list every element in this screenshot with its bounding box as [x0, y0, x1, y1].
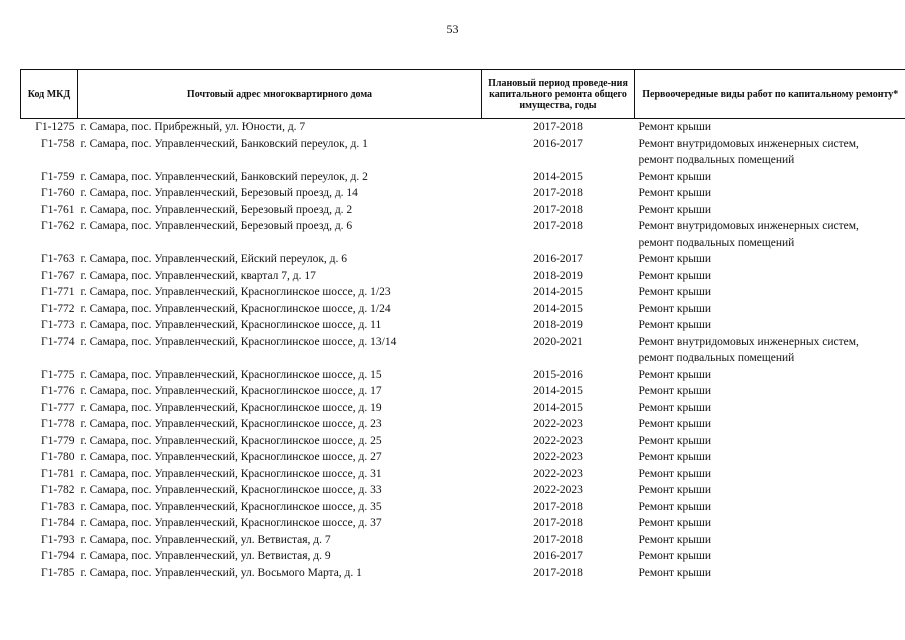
- table-row: [21, 515, 905, 532]
- row-works: [635, 433, 905, 450]
- table-row: [21, 334, 905, 367]
- row-period: 2018-2019: [533, 269, 583, 282]
- row-address: г. Самара, пос. Управленческий, Красноглинское шоссе, д. 17: [80, 385, 382, 397]
- table-row: [21, 532, 905, 549]
- row-period: 2017-2018: [533, 566, 583, 579]
- row-code: Г1-785: [41, 566, 75, 579]
- work-line: Ремонт крыши: [638, 170, 712, 183]
- row-works: [635, 185, 905, 202]
- row-code: Г1-773: [41, 319, 75, 331]
- row-address: г. Самара, пос. Управленческий, ул. Восьмого Марта, д. 1: [80, 566, 362, 579]
- work-line: ремонт подвальных помещений: [638, 352, 795, 364]
- work-line: Ремонт внутридомовых инженерных систем,: [638, 137, 859, 150]
- row-period: 2014-2015: [533, 170, 583, 183]
- row-address: г. Самара, пос. Управленческий, Красноглинское шоссе, д. 23: [80, 418, 382, 430]
- work-line: Ремонт крыши: [638, 467, 712, 480]
- row-code: Г1-782: [41, 484, 75, 496]
- table-row: [21, 383, 905, 400]
- work-line: ремонт подвальных помещений: [638, 236, 795, 249]
- row-address: г. Самара, пос. Управленческий, Красноглинское шоссе, д. 13/14: [80, 335, 397, 348]
- row-works: [635, 482, 905, 499]
- row-period: 2022-2023: [533, 484, 583, 496]
- row-period: 2015-2016: [533, 368, 583, 381]
- row-works: [635, 169, 905, 186]
- table-row: [21, 416, 905, 433]
- row-code: Г1-776: [41, 385, 75, 397]
- row-code: Г1-759: [41, 170, 75, 183]
- work-line: Ремонт крыши: [638, 451, 712, 463]
- row-code: Г1-758: [41, 137, 75, 150]
- row-period: 2022-2023: [533, 434, 583, 447]
- table-row: [21, 400, 905, 417]
- row-address: г. Самара, пос. Управленческий, Березовый проезд, д. 6: [80, 220, 353, 232]
- work-line: Ремонт внутридомовых инженерных систем,: [638, 220, 859, 232]
- work-line: Ремонт крыши: [638, 385, 712, 397]
- row-period: 2014-2015: [533, 401, 583, 414]
- row-address: г. Самара, пос. Прибрежный, ул. Юности, д. 7: [80, 121, 306, 133]
- row-code: Г1-780: [41, 451, 75, 463]
- row-address: г. Самара, пос. Управленческий, Красноглинское шоссе, д. 11: [80, 319, 382, 331]
- row-works: [635, 466, 905, 483]
- row-works: [635, 532, 905, 549]
- table-row: [21, 119, 905, 136]
- header-period: Плановый период проведе-ния капитального ремонта общего имущества, годы: [482, 70, 635, 119]
- row-period: 2016-2017: [533, 550, 583, 562]
- table-row: [21, 185, 905, 202]
- row-code: Г1-771: [41, 286, 75, 298]
- work-line: Ремонт крыши: [638, 401, 712, 414]
- row-period: 2017-2018: [533, 533, 583, 546]
- table-row: [21, 251, 905, 268]
- row-code: Г1-783: [41, 500, 75, 513]
- table-row: [21, 499, 905, 516]
- row-period: 2018-2019: [533, 319, 583, 331]
- row-works: [635, 251, 905, 268]
- row-period: 2016-2017: [533, 137, 583, 150]
- work-line: Ремонт крыши: [638, 269, 712, 282]
- table-row: [21, 433, 905, 450]
- row-works: [635, 301, 905, 318]
- table-row: [21, 317, 905, 334]
- work-line: Ремонт крыши: [638, 319, 712, 331]
- table-row: [21, 367, 905, 384]
- row-works: [635, 284, 905, 301]
- row-period: 2017-2018: [533, 121, 583, 133]
- row-period: 2017-2018: [533, 220, 583, 232]
- row-code: Г1-793: [41, 533, 75, 546]
- work-line: Ремонт крыши: [638, 253, 712, 265]
- row-code: Г1-761: [41, 203, 75, 216]
- work-line: ремонт подвальных помещений: [638, 154, 795, 166]
- work-line: Ремонт крыши: [638, 484, 712, 496]
- row-period: 2017-2018: [533, 187, 583, 199]
- row-period: 2020-2021: [533, 335, 583, 348]
- row-address: г. Самара, пос. Управленческий, Березовый проезд, д. 14: [80, 187, 358, 199]
- row-address: г. Самара, пос. Управленческий, Красноглинское шоссе, д. 37: [80, 517, 382, 529]
- row-address: г. Самара, пос. Управленческий, Красноглинское шоссе, д. 19: [80, 401, 382, 414]
- row-address: г. Самара, пос. Управленческий, Красноглинское шоссе, д. 15: [80, 368, 382, 381]
- row-code: Г1-767: [41, 269, 75, 282]
- work-line: Ремонт крыши: [638, 418, 712, 430]
- table-row: [21, 301, 905, 318]
- row-works: [635, 400, 905, 417]
- row-code: Г1-778: [41, 418, 75, 430]
- table-row: [21, 482, 905, 499]
- header-works: Первоочередные виды работ по капитальному ремонту*: [635, 70, 905, 119]
- row-code: Г1-794: [41, 550, 75, 562]
- work-line: Ремонт крыши: [638, 187, 712, 199]
- row-code: Г1-779: [41, 434, 75, 447]
- row-code: Г1-784: [41, 517, 75, 529]
- header-address: Почтовый адрес многоквартирного дома: [78, 70, 482, 119]
- row-code: Г1-775: [41, 368, 75, 381]
- row-works: [635, 548, 905, 565]
- table-row: [21, 449, 905, 466]
- row-period: 2017-2018: [533, 203, 583, 216]
- row-period: 2014-2015: [533, 302, 583, 315]
- table-row: [21, 466, 905, 483]
- row-period: 2014-2015: [533, 286, 583, 298]
- table-row: [21, 284, 905, 301]
- page-number: 53: [446, 22, 459, 36]
- row-works: [635, 416, 905, 433]
- row-address: г. Самара, пос. Управленческий, ул. Ветвистая, д. 9: [80, 550, 331, 562]
- row-period: 2022-2023: [533, 451, 583, 463]
- row-address: г. Самара, пос. Управленческий, квартал 7, д. 17: [80, 269, 316, 282]
- header-row: [21, 70, 905, 119]
- work-line: Ремонт крыши: [638, 566, 712, 579]
- work-line: Ремонт крыши: [638, 302, 712, 315]
- row-address: г. Самара, пос. Управленческий, Красноглинское шоссе, д. 31: [80, 467, 382, 480]
- row-code: Г1-763: [41, 253, 75, 265]
- row-works: [635, 136, 905, 169]
- row-address: г. Самара, пос. Управленческий, Красноглинское шоссе, д. 1/23: [80, 286, 391, 298]
- work-line: Ремонт внутридомовых инженерных систем,: [638, 335, 859, 348]
- work-line: Ремонт крыши: [638, 203, 712, 216]
- row-works: [635, 449, 905, 466]
- row-code: Г1-777: [41, 401, 75, 414]
- row-period: 2014-2015: [533, 385, 583, 397]
- row-works: [635, 499, 905, 516]
- row-period: 2017-2018: [533, 500, 583, 513]
- row-address: г. Самара, пос. Управленческий, Ейский переулок, д. 6: [80, 253, 348, 265]
- table-row: [21, 136, 905, 169]
- table-row: [21, 548, 905, 565]
- row-code: Г1-772: [41, 302, 75, 315]
- row-works: [635, 119, 905, 136]
- row-works: [635, 383, 905, 400]
- row-period: 2022-2023: [533, 418, 583, 430]
- row-address: г. Самара, пос. Управленческий, Красноглинское шоссе, д. 33: [80, 484, 382, 496]
- table-header: [21, 70, 905, 119]
- table-row: [21, 169, 905, 186]
- row-code: Г1-774: [41, 335, 75, 348]
- work-line: Ремонт крыши: [638, 500, 712, 513]
- row-works: [635, 565, 905, 582]
- row-address: г. Самара, пос. Управленческий, ул. Ветвистая, д. 7: [80, 533, 331, 546]
- row-code: Г1-762: [41, 220, 75, 232]
- row-works: [635, 515, 905, 532]
- row-address: г. Самара, пос. Управленческий, Красноглинское шоссе, д. 27: [80, 451, 382, 463]
- row-works: [635, 334, 905, 367]
- row-works: [635, 317, 905, 334]
- row-code: Г1-781: [41, 467, 75, 480]
- table-body: [21, 119, 905, 582]
- work-line: Ремонт крыши: [638, 286, 712, 298]
- row-works: [635, 268, 905, 285]
- capital-repair-table: [20, 69, 905, 581]
- work-line: Ремонт крыши: [638, 368, 712, 381]
- row-address: г. Самара, пос. Управленческий, Красноглинское шоссе, д. 35: [80, 500, 382, 513]
- table-row: [21, 268, 905, 285]
- row-period: 2022-2023: [533, 467, 583, 480]
- work-line: Ремонт крыши: [638, 517, 712, 529]
- work-line: Ремонт крыши: [638, 533, 712, 546]
- row-works: [635, 367, 905, 384]
- row-address: г. Самара, пос. Управленческий, Красноглинское шоссе, д. 25: [80, 434, 382, 447]
- row-works: [635, 218, 905, 251]
- header-code: Код МКД: [21, 70, 78, 119]
- row-address: г. Самара, пос. Управленческий, Банковский переулок, д. 2: [80, 170, 368, 183]
- row-address: г. Самара, пос. Управленческий, Березовый проезд, д. 2: [80, 203, 353, 216]
- work-line: Ремонт крыши: [638, 550, 712, 562]
- table-row: [21, 202, 905, 219]
- row-address: г. Самара, пос. Управленческий, Банковский переулок, д. 1: [80, 137, 368, 150]
- row-works: [635, 202, 905, 219]
- row-period: 2017-2018: [533, 517, 583, 529]
- table-row: [21, 565, 905, 582]
- row-code: Г1-1275: [35, 121, 75, 133]
- row-code: Г1-760: [41, 187, 75, 199]
- row-period: 2016-2017: [533, 253, 583, 265]
- table-row: [21, 218, 905, 251]
- work-line: Ремонт крыши: [638, 434, 712, 447]
- row-address: г. Самара, пос. Управленческий, Красноглинское шоссе, д. 1/24: [80, 302, 391, 315]
- work-line: Ремонт крыши: [638, 121, 712, 133]
